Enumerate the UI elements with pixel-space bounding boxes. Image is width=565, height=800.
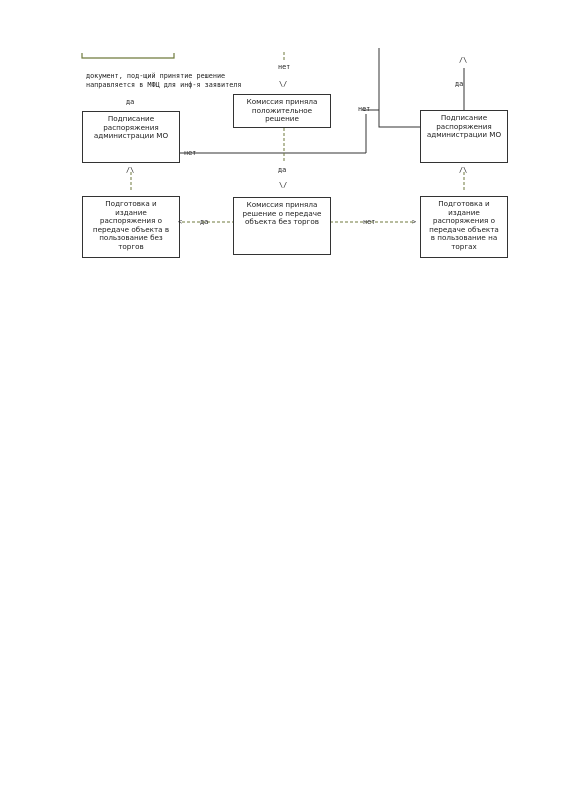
- arrow-up-right: /\: [459, 166, 468, 174]
- box-prep-left: Подготовка и издание распоряжения о передаче объекта в пользование без торгов: [82, 196, 180, 258]
- label-da-note: да: [126, 98, 135, 106]
- arrow-down-mid: \/: [279, 181, 288, 189]
- label-net-commission: нет: [358, 105, 371, 113]
- arrow-up-right-top: /\: [459, 56, 468, 64]
- box-prep-right: Подготовка и издание распоряжения о передаче объекта в пользование на торгах: [420, 196, 508, 258]
- partial-box-bottom-edge: [82, 53, 174, 58]
- label-da-bottom: да: [200, 218, 209, 226]
- arrow-down-top: \/: [279, 80, 288, 88]
- label-net-bottom: нет: [363, 218, 376, 226]
- label-da-mid: да: [278, 166, 287, 174]
- label-net-left-line: нет: [184, 149, 197, 157]
- arrow-left: <: [178, 218, 183, 226]
- arrow-up-left: /\: [126, 166, 135, 174]
- label-net-top: нет: [278, 63, 291, 71]
- box-commission-positive: Комиссия приняла положительное решение: [233, 94, 331, 128]
- box-sign-right: Подписание распоряжения администрации МО: [420, 110, 508, 163]
- right-branch-connector: [366, 110, 420, 153]
- box-sign-left: Подписание распоряжения администрации МО: [82, 111, 180, 163]
- box-commission-no-auction: Комиссия приняла решение о передаче объекта без торгов: [233, 197, 331, 255]
- label-da-right-top: да: [455, 80, 464, 88]
- arrow-right: >: [412, 218, 417, 226]
- decision-note: документ, под-щий принятие решение направляется в МФЦ для инф-я заявителя: [86, 72, 242, 89]
